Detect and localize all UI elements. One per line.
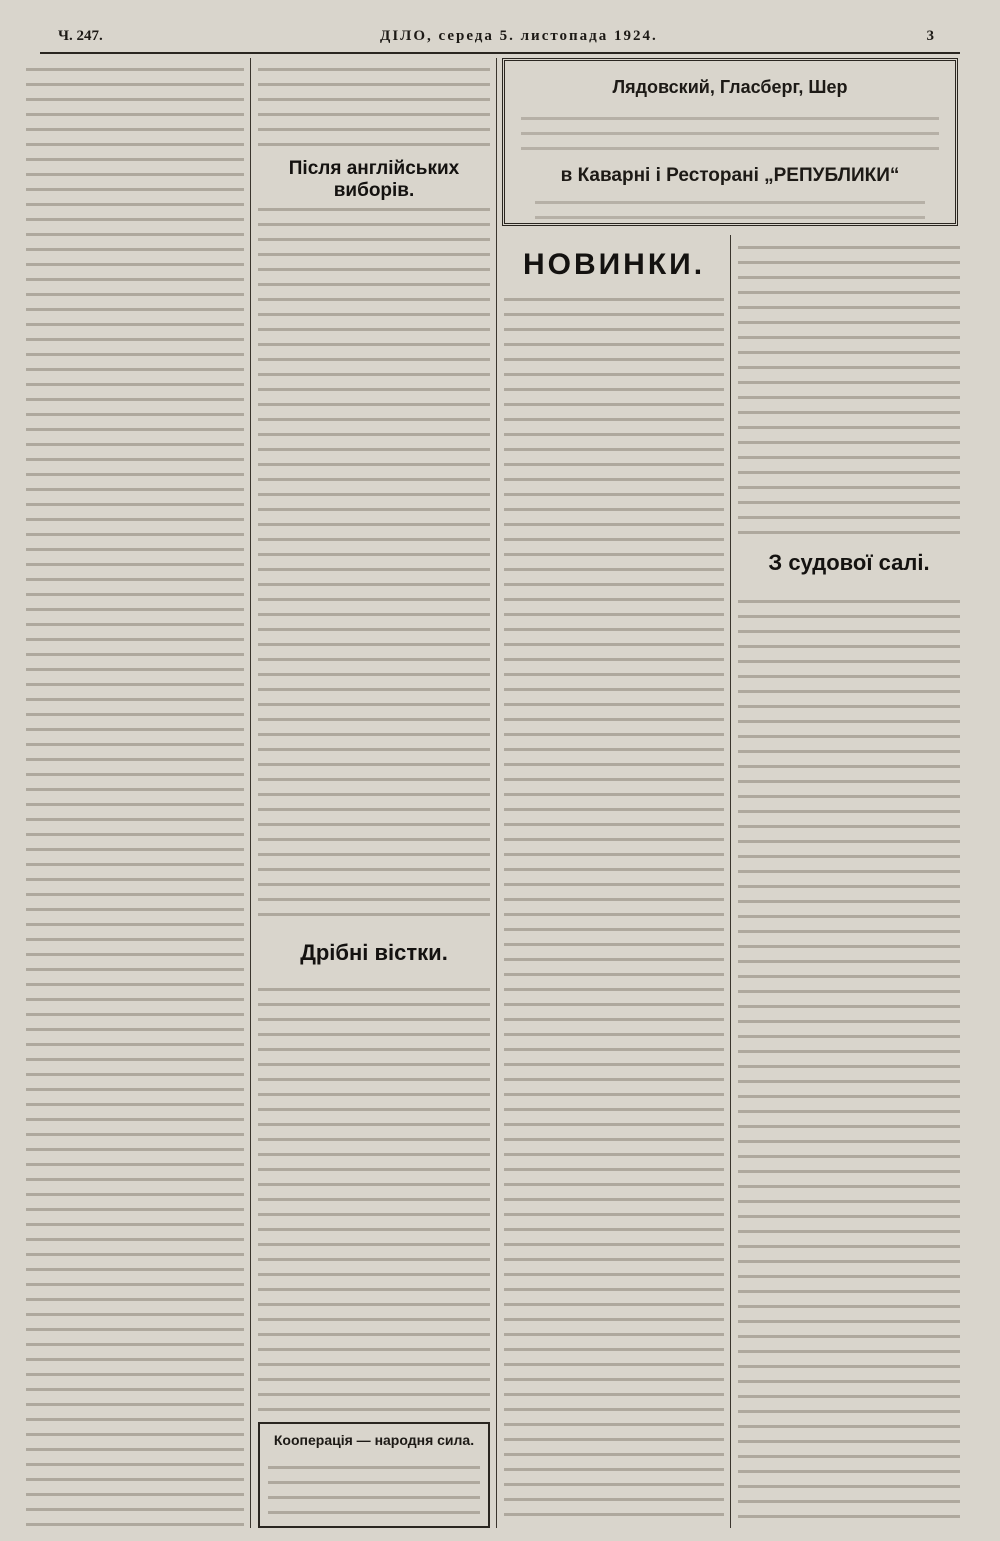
headline-news: НОВИНКИ. <box>522 248 706 281</box>
column-1-text <box>26 62 244 1528</box>
cooperation-title: Кооперація — народня сила. <box>273 1432 475 1448</box>
ad-venue: в Каварні і Ресторані „РЕПУБЛИКИ“ <box>560 165 900 186</box>
ad-performers: Лядовский, Гласберг, Шер <box>612 77 848 97</box>
masthead <box>40 22 960 54</box>
issue-number: Ч. 247. <box>58 28 103 44</box>
column-3-text <box>504 240 724 1528</box>
cooperation-notice <box>258 1422 490 1528</box>
paper-title-date: ДІЛО, середа 5. листопада 1924. <box>380 28 658 44</box>
restaurant-advertisement <box>502 58 958 226</box>
column-rule <box>250 58 251 1528</box>
page-number: 3 <box>926 28 934 44</box>
column-rule <box>496 58 497 1528</box>
headline-small-news: Дрібні вістки. <box>300 940 448 965</box>
headline-after-elections: Після англійських виборів. <box>288 158 460 201</box>
column-2-text <box>258 62 490 1528</box>
column-4-text <box>738 240 960 1528</box>
headline-court: З судової салі. <box>768 550 930 575</box>
column-rule <box>730 235 731 1528</box>
